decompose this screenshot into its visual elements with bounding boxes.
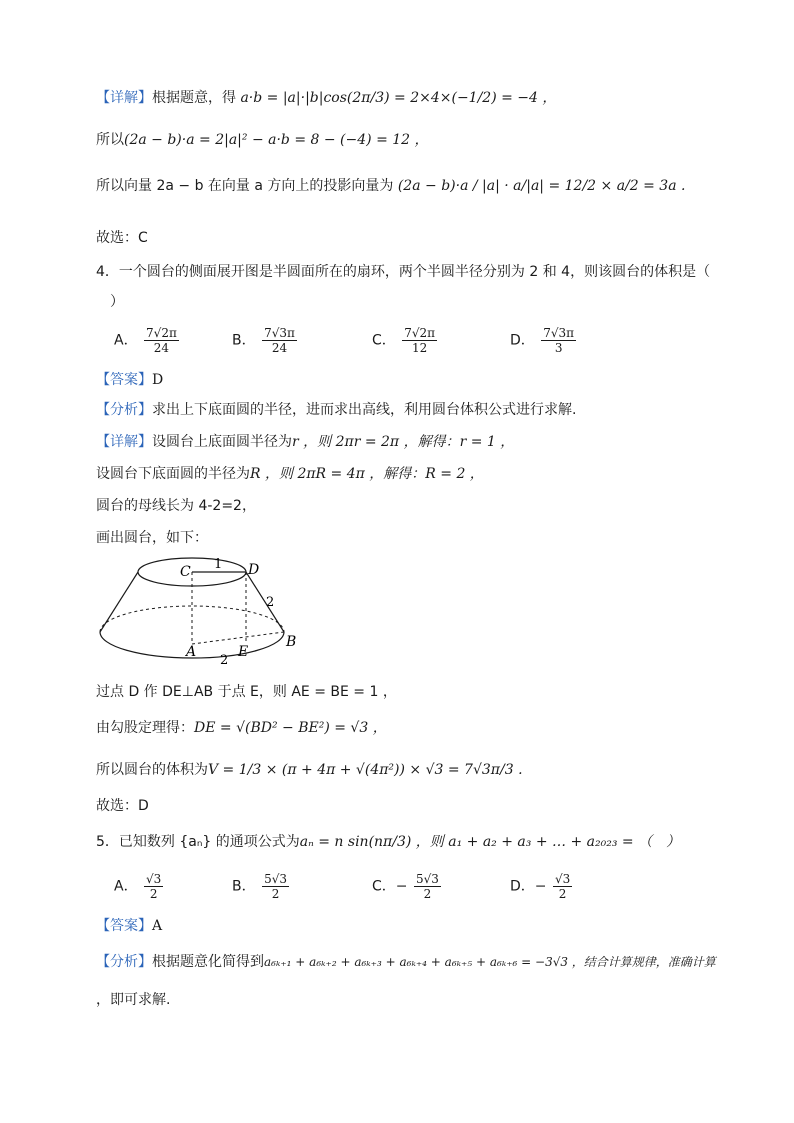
analysis-tag: 【分析】: [96, 402, 152, 418]
q4-detail-line7: 所以圆台的体积为V = 1/3 × (π + 4π + √(4π²)) × √3 = 7√3π/3 .: [96, 762, 523, 778]
detail-tag: 【详解】: [96, 90, 152, 106]
q4-detail-line5: 过点 D 作 DE⊥AB 于点 E，则 AE = BE = 1 ，: [96, 684, 397, 700]
analysis-tag: 【分析】: [96, 954, 152, 970]
q4-detail-line4: 画出圆台，如下：: [96, 530, 208, 546]
label-bottom-radius: 2: [220, 653, 229, 668]
p3-detail-prefix: 根据题意，得: [152, 90, 236, 106]
q4-detail-line3: 圆台的母线长为 4-2=2，: [96, 498, 256, 514]
answer-tag: 【答案】: [96, 372, 152, 388]
q4-detail-line2: 设圆台下底面圆的半径为R ，则 2πR = 4π ，解得：R = 2 ，: [96, 466, 484, 482]
q5-option-a: A． $\frac{√3}{2}$: [114, 872, 162, 901]
p3-line3: [96, 176, 685, 196]
label-top-radius: 1: [214, 557, 223, 572]
q4-choice: 故选：D: [96, 798, 149, 814]
q5-analysis-tail: ，即可求解.: [96, 992, 171, 1008]
q5-answer-value: A: [152, 918, 163, 934]
label-b: B: [286, 634, 297, 650]
label-a: A: [186, 644, 197, 660]
q4-option-d: D． $\frac{7√3\pi}{3}$: [510, 326, 575, 355]
q4-option-b: B． $\frac{7√3\pi}{24}$: [232, 326, 295, 355]
p3-detail-expr: a·b = |a|·|b|cos(2π/3) = 2×4×(−1/2) = −4 ，: [240, 90, 557, 106]
label-c: C: [180, 564, 191, 580]
q4-option-c: C． $\frac{7√2\pi}{12}$: [372, 326, 436, 355]
p3-choice: 故选：C: [96, 230, 148, 246]
q4-answer: [96, 370, 163, 390]
p3-line2-expr: (2a − b)·a = 2|a|² − a·b = 8 − (−4) = 12 ，: [124, 132, 429, 148]
p3-detail-line: [96, 88, 556, 108]
p3-line3-prefix: 所以向量 2a − b 在向量 a 方向上的投影向量为: [96, 178, 394, 194]
p3-line2: [96, 130, 429, 150]
q5-answer: [96, 916, 162, 936]
q5-analysis: 【分析】根据题意化简得到a₆ₖ₊₁ + a₆ₖ₊₂ + a₆ₖ₊₃ + a₆ₖ₊₄ + a₆ₖ₊₅ + a₆ₖ₊₆ = −3√3 ，结合计算规律，准确计算: [96, 954, 716, 970]
p3-line3-expr: (2a − b)·a / |a| · a/|a| = 12/2 × a/2 = 3a .: [397, 178, 686, 194]
label-slant: 2: [266, 595, 275, 610]
q4-stem-line1: 4．一个圆台的侧面展开图是半圆面所在的扇环，两个半圆半径分别为 2 和 4，则该圆台的体积是（: [96, 264, 711, 280]
q5-stem: 5．已知数列 {aₙ} 的通项公式为aₙ = n sin(nπ/3) ，则 a₁ + a₂ + a₃ + … + a₂₀₂₃ = （ ）: [96, 834, 681, 850]
q5-option-b: B． $\frac{5√3}{2}$: [232, 872, 287, 901]
q4-detail-line1: 【详解】设圆台上底面圆半径为r ，则 2πr = 2π ，解得：r = 1 ，: [96, 434, 515, 450]
answer-tag: 【答案】: [96, 918, 152, 934]
label-e: E: [238, 644, 249, 660]
q4-analysis: [96, 400, 576, 420]
q4-stem-line2: ）: [110, 294, 124, 310]
q5-option-d: D．− $\frac{√3}{2}$: [510, 872, 571, 901]
q4-detail-line6: 由勾股定理得：DE = √(BD² − BE²) = √3 ，: [96, 720, 387, 736]
frustum-figure: [90, 552, 310, 676]
label-d: D: [248, 562, 260, 578]
q4-analysis-text: 求出上下底面圆的半径，进而求出高线，利用圆台体积公式进行求解.: [152, 402, 577, 418]
q5-option-c: C．− $\frac{5√3}{2}$: [372, 872, 439, 901]
q4-answer-value: D: [152, 372, 164, 388]
p3-line2-prefix: 所以: [96, 132, 124, 148]
detail-tag: 【详解】: [96, 434, 152, 450]
q4-option-a: A． $\frac{7√2\pi}{24}$: [114, 326, 177, 355]
